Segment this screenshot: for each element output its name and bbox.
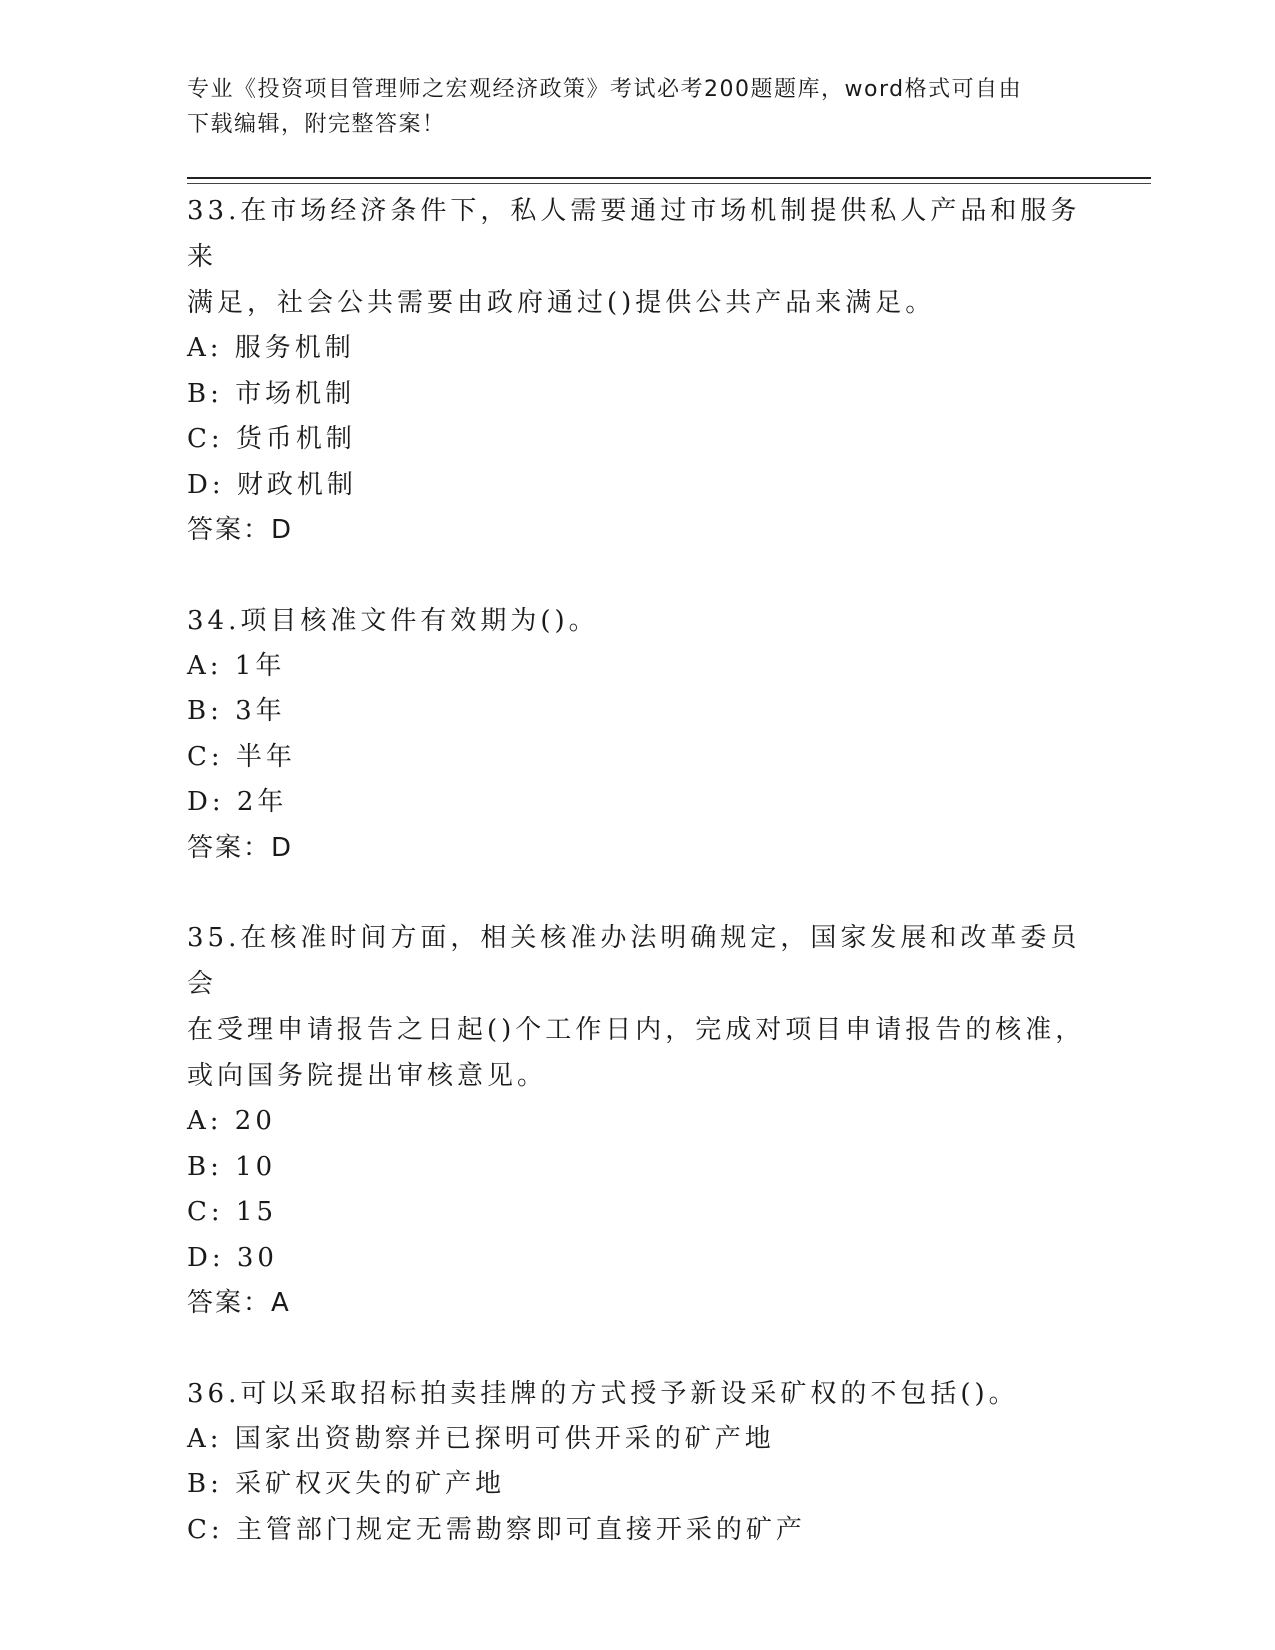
document-header — [187, 72, 1087, 142]
answer-line: 答案：A — [187, 1288, 291, 1318]
question-stem-line: 在受理申请报告之日起()个工作日内，完成对项目申请报告的核准， — [187, 1015, 1086, 1045]
answer-line: 答案：D — [187, 832, 294, 863]
header-divider-thin — [187, 183, 1151, 184]
option-c: C: 主管部门规定无需勘察即可直接开采的矿产 — [187, 1514, 806, 1545]
option-d: D: 30 — [187, 1242, 278, 1273]
question-stem-line: 36.可以采取招标拍卖挂牌的方式授予新设采矿权的不包括()。 — [187, 1378, 1019, 1409]
question-36 — [187, 1371, 1087, 1554]
option-d: D: 2年 — [187, 787, 288, 817]
question-33 — [187, 188, 1087, 554]
question-list — [187, 188, 1087, 1597]
answer-line: 答案：D — [187, 515, 294, 545]
option-b: B: 市场机制 — [187, 378, 356, 409]
header-title-line-1: 专业《投资项目管理师之宏观经济政策》考试必考200题题库，word格式可自由 — [187, 77, 1023, 102]
option-b: B: 3年 — [187, 696, 286, 726]
option-d: D: 财政机制 — [187, 469, 357, 500]
header-title-line-2: 下载编辑，附完整答案！ — [187, 112, 446, 137]
option-a: A: 服务机制 — [187, 333, 355, 363]
header-divider-thick — [187, 177, 1151, 179]
option-a: A: 20 — [187, 1106, 276, 1136]
option-c: C: 15 — [187, 1197, 278, 1227]
option-c: C: 货币机制 — [187, 424, 356, 454]
question-stem-line: 34.项目核准文件有效期为()。 — [187, 605, 599, 636]
question-34 — [187, 598, 1087, 872]
question-35 — [187, 915, 1087, 1327]
question-stem-line: 或向国务院提出审核意见。 — [187, 1061, 548, 1091]
option-b: B: 10 — [187, 1151, 277, 1182]
option-b: B: 采矿权灭失的矿产地 — [187, 1469, 506, 1499]
option-a: A: 1年 — [187, 650, 286, 681]
question-stem-line: 满足，社会公共需要由政府通过()提供公共产品来满足。 — [187, 288, 936, 318]
question-stem-line: 35.在核准时间方面，相关核准办法明确规定，国家发展和改革委员会 — [187, 923, 1081, 999]
option-a: A: 国家出资勘察并已探明可供开采的矿产地 — [187, 1423, 775, 1454]
option-c: C: 半年 — [187, 741, 296, 772]
question-stem-line: 33.在市场经济条件下，私人需要通过市场机制提供私人产品和服务来 — [187, 196, 1081, 272]
